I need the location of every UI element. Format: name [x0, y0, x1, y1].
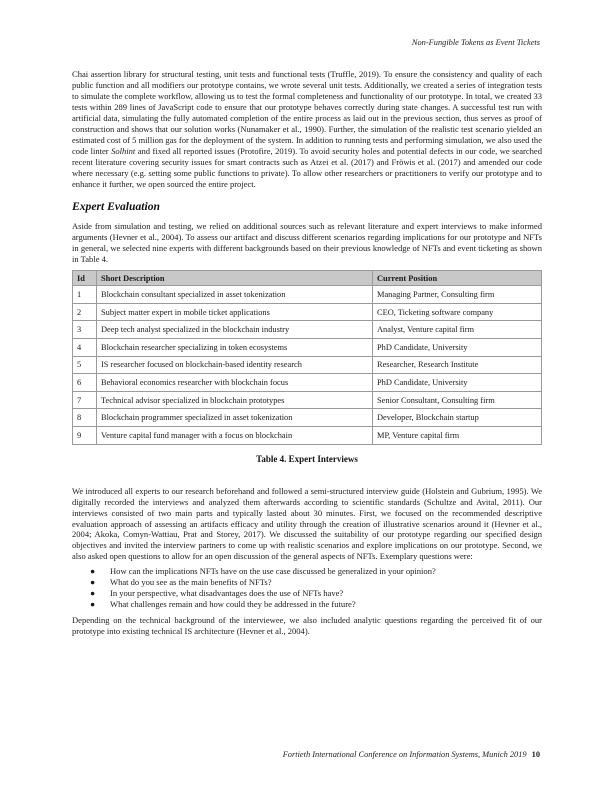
bullet-icon: ●	[90, 599, 96, 610]
question-text: In your perspective, what disadvantages does the use of NFTs have?	[110, 588, 344, 599]
interview-paragraph: We introduced all experts to our research beforehand and followed a semi-structured interview guide (Holstein and Gubrium, 1995). We digitally recorded the interviews and analyzed them afterwards according to scientific standards (Schultze and Avital, 2011). Our interviews consisted of two main parts and typically lasted about 30 minutes. First, we focused on the recommended descriptive evaluation approach of assessing an artifacts efficacy and utility through the creation of illustrative scenarios around it (Hevner et al., 2004; Akoka, Comyn-Wattiau, Prat and Storey, 2017). We discussed the suitability of our prototype regarding our specified design objectives and invited the interview partners to come up with realistic scenarios and explore implications on our prototype. Second, we also asked open questions to allow for an open discussion of the general aspects of NFTs. Exemplary questions were:	[72, 485, 542, 562]
bullet-icon: ●	[90, 577, 96, 588]
cell-position: Senior Consultant, Consulting firm	[373, 391, 542, 409]
cell-description: Deep tech analyst specialized in the blockchain industry	[97, 321, 373, 339]
question-text: What do you see as the main benefits of NFTs?	[110, 577, 272, 588]
table-row	[73, 303, 542, 321]
question-list	[72, 566, 542, 610]
list-item	[72, 577, 542, 588]
header-id: Id	[73, 271, 97, 286]
cell-description: Behavioral economics researcher with blockchain focus	[97, 374, 373, 392]
page-number: 10	[531, 750, 540, 759]
cell-id: 3	[73, 321, 97, 339]
cell-position: Analyst, Venture capital firm	[373, 321, 542, 339]
table-row	[73, 286, 542, 304]
table-body	[73, 286, 542, 444]
cell-description: Blockchain consultant specialized in asset tokenization	[97, 286, 373, 304]
header-current-position: Current Position	[373, 271, 542, 286]
table-row	[73, 356, 542, 374]
cell-description: Technical advisor specialized in blockchain prototypes	[97, 391, 373, 409]
intro-paragraph	[72, 69, 542, 189]
section-heading: Expert Evaluation	[72, 200, 160, 214]
cell-id: 9	[73, 427, 97, 445]
table-row	[73, 391, 542, 409]
bullet-icon: ●	[90, 566, 96, 577]
cell-id: 6	[73, 374, 97, 392]
cell-description: Venture capital fund manager with a focus on blockchain	[97, 427, 373, 445]
cell-id: 7	[73, 391, 97, 409]
list-item	[72, 588, 542, 599]
cell-id: 1	[73, 286, 97, 304]
cell-description: IS researcher focused on blockchain-based identity research	[97, 356, 373, 374]
list-item	[72, 566, 542, 577]
cell-position: Developer, Blockchain startup	[373, 409, 542, 427]
list-item	[72, 599, 542, 610]
table-header-row	[73, 271, 542, 286]
header-short-description: Short Description	[97, 271, 373, 286]
section-paragraph: Aside from simulation and testing, we relied on additional sources such as relevant literature and expert interviews to make informed arguments (Hevner et al., 2004). To assess our artifact and discuss different scenarios regarding implications for our prototype and NFTs in general, we selected nine experts with different backgrounds based on their previous knowledge of NFTs and event ticketing as shown in Table 4.	[72, 221, 542, 265]
running-header: Non-Fungible Tokens as Event Tickets	[411, 38, 540, 47]
table-row	[73, 339, 542, 357]
cell-description: Blockchain programmer specialized in asset tokenization	[97, 409, 373, 427]
cell-description: Subject matter expert in mobile ticket applications	[97, 303, 373, 321]
question-text: What challenges remain and how could they be addressed in the future?	[110, 599, 356, 610]
cell-position: PhD Candidate, University	[373, 339, 542, 357]
table-row	[73, 409, 542, 427]
page-footer	[283, 750, 540, 759]
intro-paragraph-part-1: Chai assertion library for structural testing, unit tests and functional tests (Truffle, 2019). To ensure the consistency and quality of each public function and all modifiers our prototype contains, we wrote several unit tests. Additionally, we created a series of integration tests to simulate the complete workflow, allowing us to test the formal completeness and functionality of our prototype. In total, we created 33 tests within 289 lines of JavaScript code to ensure that our prototype behaves correctly during state changes. A successful test run with artificial data, simulating the fully automated completion of the entire process as laid out in the previous section, thus serves as proof of construction and shows that our solution works (Nunamaker et al., 1990). Further, the simulation of the realistic test scenario yielded an estimated cost of 5 million gas for the deployment of the system. In addition to running tests and performing simulation, we also used the code linter	[72, 69, 542, 156]
table-row	[73, 374, 542, 392]
cell-id: 4	[73, 339, 97, 357]
tool-name: Solhint	[111, 145, 136, 156]
closing-paragraph: Depending on the technical background of the interviewee, we also included analytic questions regarding the perceived fit of our prototype into existing technical IS architecture (Hevner et al., 2004).	[72, 615, 542, 637]
cell-id: 2	[73, 303, 97, 321]
table-row	[73, 321, 542, 339]
cell-position: Managing Partner, Consulting firm	[373, 286, 542, 304]
cell-position: PhD Candidate, University	[373, 374, 542, 392]
intro-paragraph-part-2: and fixed all reported issues (Protofire, 2019). To avoid security holes and potential defects in our code, we searched recent literature covering security issues for smart contracts such as Atzei et al. (2017) and Fröwis et al. (2017) and amended our code where necessary (e.g. setting some public functions to private). To allow other researchers or practitioners to verify our prototype and to enhance it further, we open sourced the entire project.	[72, 145, 543, 189]
bullet-icon: ●	[90, 588, 96, 599]
question-text: How can the implications NFTs have on the use case discussed be generalized in your opinion?	[110, 566, 436, 577]
cell-id: 8	[73, 409, 97, 427]
cell-position: Researcher, Research Institute	[373, 356, 542, 374]
cell-description: Blockchain researcher specializing in token ecosystems	[97, 339, 373, 357]
body-text	[72, 69, 542, 637]
cell-id: 5	[73, 356, 97, 374]
expert-table	[72, 270, 542, 444]
conference-name: Fortieth International Conference on Information Systems, Munich 2019	[282, 750, 527, 759]
table-caption: Table 4. Expert Interviews	[256, 453, 358, 464]
cell-position: CEO, Ticketing software company	[373, 303, 542, 321]
table-row	[73, 427, 542, 445]
cell-position: MP, Venture capital firm	[373, 427, 542, 445]
